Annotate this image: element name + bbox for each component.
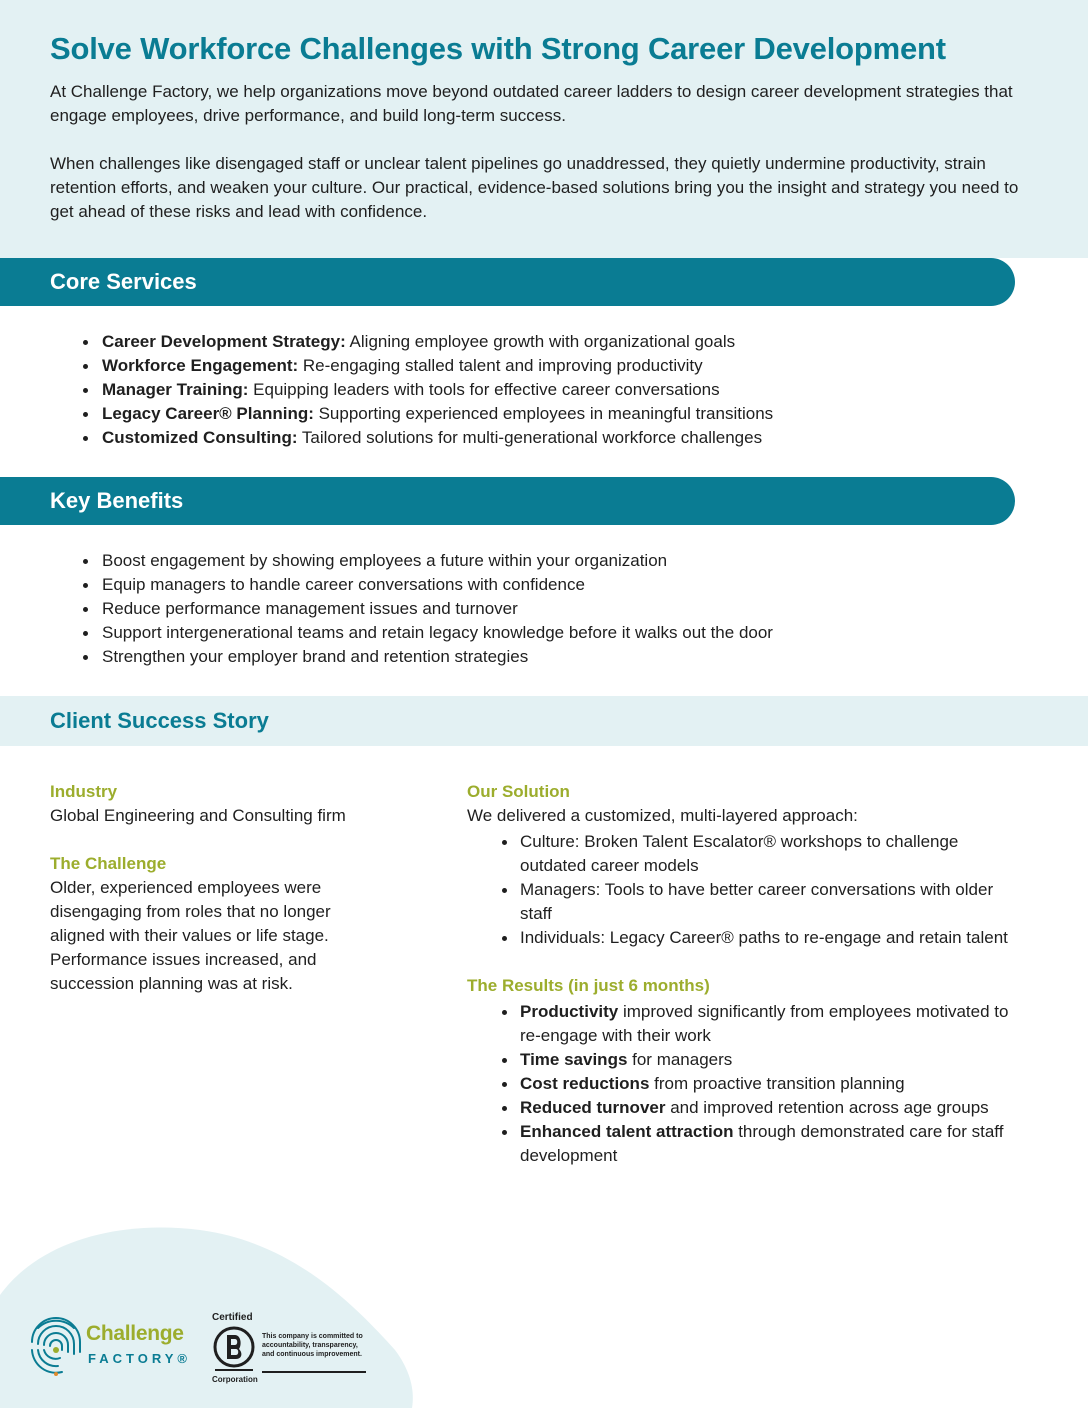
b-corp-icon <box>212 1325 256 1373</box>
list-item: Cost reductions from proactive transition planning <box>497 1072 1027 1096</box>
intro-section <box>0 0 1088 258</box>
key-benefits-heading: Key Benefits <box>0 477 1015 525</box>
client-success-heading: Client Success Story <box>0 696 1088 746</box>
logo-word-factory: FACTORY® <box>88 1351 191 1366</box>
list-item: Managers: Tools to have better career conversations with older staff <box>497 878 1027 926</box>
results-label: The Results (in just 6 months) <box>467 976 710 995</box>
list-item: Enhanced talent attraction through demonstrated care for staff development <box>497 1120 1027 1168</box>
results-list <box>467 1000 1027 1168</box>
intro-paragraph-1: At Challenge Factory, we help organizations move beyond outdated career ladders to design career development strategies that engage employees, drive performance, and build long-term success. <box>50 82 1013 125</box>
list-item: Time savings for managers <box>497 1048 1027 1072</box>
bcorp-corporation-label: Corporation <box>212 1375 258 1384</box>
list-item: Customized Consulting: Tailored solutions for multi-generational workforce challenges <box>78 426 773 450</box>
story-left-column <box>50 780 380 1020</box>
list-item: Support intergenerational teams and retain legacy knowledge before it walks out the door <box>78 621 773 645</box>
bcorp-certified-label: Certified <box>212 1312 253 1323</box>
list-item: Manager Training: Equipping leaders with tools for effective career conversations <box>78 378 773 402</box>
bcorp-badge <box>212 1312 372 1386</box>
list-item: Career Development Strategy: Aligning employee growth with organizational goals <box>78 330 773 354</box>
bcorp-divider <box>262 1371 366 1373</box>
bcorp-commitment-text: This company is committed to accountability, transparency, and continuous improvement. <box>262 1333 363 1358</box>
fingerprint-icon <box>28 1312 84 1378</box>
solution-list <box>467 830 1027 950</box>
list-item: Strengthen your employer brand and retention strategies <box>78 645 773 669</box>
core-services-list <box>78 330 773 450</box>
list-item: Individuals: Legacy Career® paths to re-engage and retain talent <box>497 926 1027 950</box>
list-item: Boost engagement by showing employees a future within your organization <box>78 549 773 573</box>
challenge-text: Older, experienced employees were disengaging from roles that no longer aligned with their values or life stage. Performance issues increased, and succession planning was at risk. <box>50 878 331 993</box>
industry-label: Industry <box>50 782 118 801</box>
list-item: Culture: Broken Talent Escalator® workshops to challenge outdated career models <box>497 830 1027 878</box>
story-right-column <box>467 780 1027 1168</box>
solution-intro: We delivered a customized, multi-layered approach: <box>467 806 858 825</box>
intro-paragraph-2: When challenges like disengaged staff or unclear talent pipelines go unaddressed, they quietly undermine productivity, strain retention efforts, and weaken your culture. Our practical, evidence-based solutions bring you the insight and strategy you need to get ahead of these risks and lead with confidence. <box>50 154 1019 221</box>
list-item: Workforce Engagement: Re-engaging stalled talent and improving productivity <box>78 354 773 378</box>
page-title: Solve Workforce Challenges with Strong Career Development <box>50 31 946 66</box>
list-item: Reduce performance management issues and turnover <box>78 597 773 621</box>
list-item: Productivity improved significantly from employees motivated to re-engage with their work <box>497 1000 1027 1048</box>
list-item: Reduced turnover and improved retention across age groups <box>497 1096 1027 1120</box>
challenge-label: The Challenge <box>50 854 167 873</box>
industry-text: Global Engineering and Consulting firm <box>50 806 346 825</box>
challenge-factory-logo <box>28 1312 198 1382</box>
logo-word-challenge: Challenge <box>86 1322 184 1345</box>
list-item: Equip managers to handle career conversations with confidence <box>78 573 773 597</box>
list-item: Legacy Career® Planning: Supporting experienced employees in meaningful transitions <box>78 402 773 426</box>
core-services-heading: Core Services <box>0 258 1015 306</box>
solution-label: Our Solution <box>467 782 570 801</box>
key-benefits-list <box>78 549 773 669</box>
